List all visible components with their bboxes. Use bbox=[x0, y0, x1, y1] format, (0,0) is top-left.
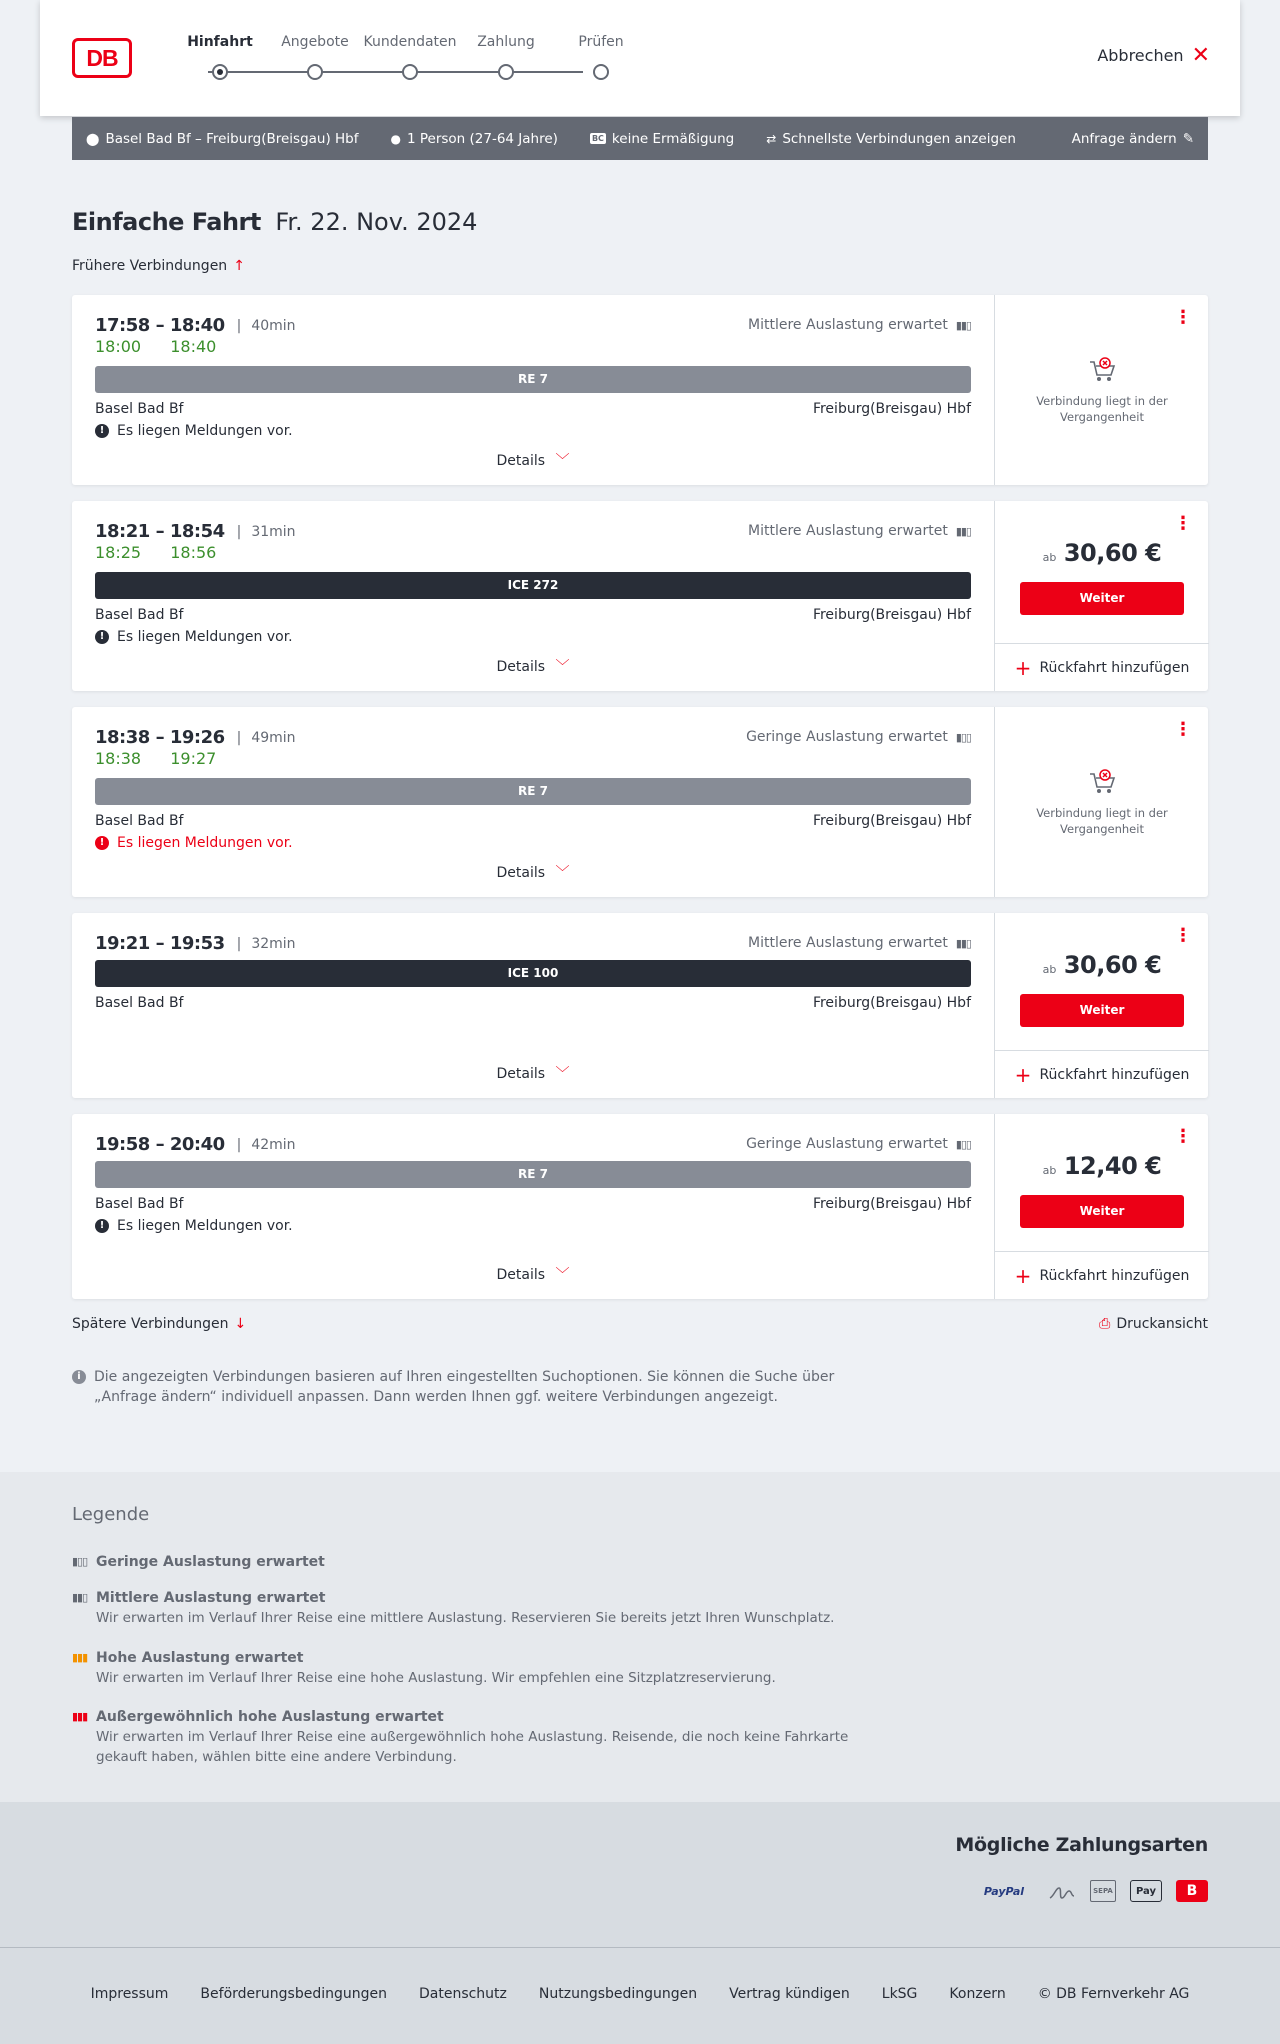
details-toggle[interactable] bbox=[72, 656, 994, 676]
details-toggle[interactable] bbox=[72, 862, 994, 882]
add-return-button[interactable] bbox=[995, 1050, 1209, 1098]
add-return-button[interactable] bbox=[995, 1251, 1209, 1299]
connection-details[interactable] bbox=[72, 501, 994, 691]
cart-unavailable-icon bbox=[1087, 767, 1117, 797]
realtime-arrival: 18:56 bbox=[170, 543, 217, 562]
fastest-connections-toggle[interactable] bbox=[766, 131, 1016, 147]
departure-station: Basel Bad Bf bbox=[95, 995, 184, 1011]
legend-item-label: Hohe Auslastung erwartet bbox=[96, 1650, 304, 1666]
chevron-down-icon: ﹀ bbox=[555, 1066, 570, 1082]
more-options-icon[interactable]: ⋮ bbox=[1174, 307, 1192, 328]
change-request-label: Anfrage ändern bbox=[1071, 130, 1177, 147]
past-connection-info bbox=[995, 767, 1209, 837]
later-connections-link[interactable] bbox=[72, 1316, 246, 1332]
direct-debit-signature-icon bbox=[1048, 1880, 1076, 1902]
occupancy-medium-icon: ▮▮▯ bbox=[955, 524, 971, 538]
notice-message bbox=[95, 835, 293, 851]
details-toggle[interactable] bbox=[72, 1063, 994, 1083]
offer-panel bbox=[994, 1114, 1208, 1299]
step-label: Kundendaten bbox=[363, 34, 457, 50]
connection-card bbox=[72, 295, 1208, 485]
offer-panel bbox=[994, 707, 1208, 897]
legend-item bbox=[72, 1707, 852, 1767]
details-toggle[interactable] bbox=[72, 1264, 994, 1284]
summary-discount bbox=[590, 131, 734, 147]
legend-item-description: Wir erwarten im Verlauf Ihrer Reise eine hohe Auslastung. Wir empfehlen eine Sitzplatzreservierung. bbox=[96, 1670, 776, 1686]
past-connection-info bbox=[995, 355, 1209, 425]
train-bar: RE 7 bbox=[95, 366, 971, 393]
realtime-departure: 18:25 bbox=[95, 543, 142, 562]
occupancy-extreme-icon: ▮▮▮ bbox=[72, 1710, 88, 1723]
booking-header bbox=[40, 0, 1240, 116]
offer-panel bbox=[994, 501, 1208, 691]
continue-button[interactable]: Weiter bbox=[1020, 1195, 1184, 1228]
more-options-icon[interactable]: ⋮ bbox=[1174, 1126, 1192, 1147]
step-kundendaten bbox=[360, 34, 460, 80]
trip-type-title: Einfache Fahrt bbox=[72, 208, 261, 236]
page-title bbox=[72, 208, 477, 236]
more-options-icon[interactable]: ⋮ bbox=[1174, 719, 1192, 740]
chevron-down-icon: ﹀ bbox=[555, 659, 570, 675]
summary-route-text: Basel Bad Bf – Freiburg(Breisgau) Hbf bbox=[105, 130, 359, 147]
connection-times bbox=[95, 727, 296, 748]
divider: | bbox=[236, 317, 242, 334]
notice-text: Es liegen Meldungen vor. bbox=[117, 629, 293, 645]
connection-times bbox=[95, 315, 296, 336]
price-value: 12,40 € bbox=[1063, 1152, 1162, 1180]
location-pin-icon: ⬤ bbox=[86, 131, 100, 146]
footer-link-vertrag-kuendigen[interactable]: Vertrag kündigen bbox=[729, 1986, 850, 2002]
legend-item-label: Außergewöhnlich hohe Auslastung erwartet bbox=[96, 1709, 444, 1725]
add-return-label: Rückfahrt hinzufügen bbox=[1039, 1267, 1190, 1284]
step-pruefen bbox=[551, 34, 651, 80]
chevron-down-icon: ﹀ bbox=[555, 453, 570, 469]
realtime-times bbox=[95, 543, 216, 562]
legend-item bbox=[72, 1552, 325, 1572]
notice-text: Es liegen Meldungen vor. bbox=[117, 835, 293, 851]
connection-times bbox=[95, 521, 296, 542]
cancel-label: Abbrechen bbox=[1097, 46, 1184, 65]
footer-link-lksg[interactable]: LkSG bbox=[881, 1986, 918, 2002]
arrow-up-icon: ↑ bbox=[233, 258, 245, 274]
step-label: Hinfahrt bbox=[187, 34, 253, 50]
price-value: 30,60 € bbox=[1063, 951, 1162, 979]
footer-links bbox=[0, 1986, 1280, 2002]
connection-card bbox=[72, 707, 1208, 897]
footer-link-konzern[interactable]: Konzern bbox=[949, 1986, 1006, 2002]
cart-unavailable-icon bbox=[1087, 355, 1117, 385]
step-dot bbox=[498, 64, 514, 80]
price-prefix: ab bbox=[1042, 963, 1057, 976]
legend-item-description: Wir erwarten im Verlauf Ihrer Reise eine mittlere Auslastung. Reservieren Sie bereits jetzt Ihren Wunschplatz. bbox=[96, 1610, 835, 1626]
divider: | bbox=[236, 1136, 242, 1153]
connection-times bbox=[95, 933, 296, 954]
connection-details[interactable] bbox=[72, 707, 994, 897]
train-bar: RE 7 bbox=[95, 1161, 971, 1188]
notice-message bbox=[95, 423, 293, 439]
bahncard-icon: BC bbox=[591, 134, 604, 143]
step-label: Angebote bbox=[281, 34, 349, 50]
footer-link-impressum[interactable]: Impressum bbox=[90, 1986, 169, 2002]
step-dot bbox=[402, 64, 418, 80]
occupancy-medium-icon: ▮▮▯ bbox=[955, 318, 971, 332]
continue-button[interactable]: Weiter bbox=[1020, 582, 1184, 615]
change-request-button[interactable] bbox=[1072, 131, 1194, 147]
connection-details[interactable] bbox=[72, 1114, 994, 1299]
legend-title: Legende bbox=[72, 1504, 150, 1525]
legend-item-label: Geringe Auslastung erwartet bbox=[96, 1554, 325, 1570]
duration: 32min bbox=[251, 935, 296, 952]
search-info-note bbox=[72, 1367, 852, 1407]
arrival-station: Freiburg(Breisgau) Hbf bbox=[812, 813, 971, 829]
footer-link-datenschutz[interactable]: Datenschutz bbox=[418, 1986, 507, 2002]
duration: 42min bbox=[251, 1136, 296, 1153]
legend-item-description: Wir erwarten im Verlauf Ihrer Reise eine außergewöhnlich hohe Auslastung. Reisende, die noch keine Fahrkarte gekauft haben, wählen bitte eine andere Verbindung. bbox=[96, 1729, 849, 1765]
connection-details[interactable] bbox=[72, 913, 994, 1098]
summary-travellers bbox=[391, 131, 558, 147]
departure-station: Basel Bad Bf bbox=[95, 607, 184, 623]
notice-text: Es liegen Meldungen vor. bbox=[117, 1218, 293, 1234]
notice-message bbox=[95, 1218, 293, 1234]
step-hinfahrt bbox=[170, 34, 270, 80]
occupancy-info bbox=[746, 729, 971, 745]
occupancy-high-icon: ▮▮▮ bbox=[72, 1651, 88, 1664]
past-connection-text: Verbindung liegt in der Vergangenheit bbox=[1036, 806, 1168, 836]
notice-message bbox=[95, 629, 293, 645]
earlier-connections-link[interactable] bbox=[72, 258, 245, 274]
train-bar: ICE 272 bbox=[95, 572, 971, 599]
departure-station: Basel Bad Bf bbox=[95, 1196, 184, 1212]
summary-travellers-text: 1 Person (27-64 Jahre) bbox=[406, 130, 558, 147]
price-prefix: ab bbox=[1042, 551, 1057, 564]
scheduled-times: 19:21 – 19:53 bbox=[95, 933, 225, 954]
exclamation-icon: ! bbox=[95, 630, 109, 644]
duration: 49min bbox=[251, 729, 296, 746]
add-return-button[interactable] bbox=[995, 643, 1209, 691]
summary-route bbox=[86, 131, 359, 147]
details-label: Details bbox=[496, 453, 546, 469]
scheduled-times: 19:58 – 20:40 bbox=[95, 1134, 225, 1155]
fastest-connections-label: Schnellste Verbindungen anzeigen bbox=[782, 130, 1016, 147]
details-label: Details bbox=[496, 659, 546, 675]
occupancy-label: Geringe Auslastung erwartet bbox=[746, 729, 948, 745]
train-bar: ICE 100 bbox=[95, 960, 971, 987]
summary-discount-text: keine Ermäßigung bbox=[611, 130, 735, 147]
footer-link-nutzungsbedingungen[interactable]: Nutzungsbedingungen bbox=[538, 1986, 698, 2002]
scheduled-times: 17:58 – 18:40 bbox=[95, 315, 225, 336]
divider: | bbox=[236, 935, 242, 952]
print-view-link[interactable] bbox=[1099, 1316, 1208, 1332]
occupancy-info bbox=[746, 1136, 971, 1152]
more-options-icon[interactable]: ⋮ bbox=[1174, 513, 1192, 534]
scheduled-times: 18:21 – 18:54 bbox=[95, 521, 225, 542]
arrow-down-icon: ↓ bbox=[234, 1316, 247, 1332]
step-label: Zahlung bbox=[477, 34, 535, 50]
connection-card bbox=[72, 913, 1208, 1098]
connection-card bbox=[72, 1114, 1208, 1299]
legend-item bbox=[72, 1648, 852, 1688]
swap-arrows-icon: ⇄ bbox=[766, 131, 777, 146]
legend-section bbox=[0, 1472, 1280, 1802]
realtime-arrival: 19:27 bbox=[170, 749, 217, 768]
details-label: Details bbox=[496, 865, 546, 881]
occupancy-info bbox=[748, 523, 971, 539]
divider: | bbox=[236, 523, 242, 540]
price bbox=[995, 1152, 1209, 1180]
search-summary-bar bbox=[72, 117, 1208, 160]
occupancy-label: Mittlere Auslastung erwartet bbox=[748, 317, 948, 333]
exclamation-icon: ! bbox=[95, 424, 109, 438]
details-label: Details bbox=[496, 1066, 546, 1082]
chevron-down-icon: ﹀ bbox=[555, 865, 570, 881]
close-icon: ✕ bbox=[1191, 42, 1210, 68]
occupancy-low-icon: ▮▯▯ bbox=[955, 730, 971, 744]
occupancy-label: Geringe Auslastung erwartet bbox=[746, 1136, 948, 1152]
offer-panel bbox=[994, 295, 1208, 485]
train-bar: RE 7 bbox=[95, 778, 971, 805]
plus-icon: + bbox=[1014, 1263, 1032, 1288]
apple-pay-icon: Pay bbox=[1130, 1880, 1162, 1902]
scheduled-times: 18:38 – 19:26 bbox=[95, 727, 225, 748]
db-bonus-icon: B bbox=[1176, 1880, 1208, 1902]
details-label: Details bbox=[496, 1267, 546, 1283]
exclamation-icon: ! bbox=[95, 1219, 109, 1233]
occupancy-low-icon: ▮▯▯ bbox=[72, 1555, 88, 1568]
payment-methods-section bbox=[0, 1802, 1280, 1947]
db-logo[interactable]: DB bbox=[72, 38, 132, 78]
sepa-icon: SEPA bbox=[1090, 1880, 1116, 1902]
plus-icon: + bbox=[1014, 1062, 1032, 1087]
arrival-station: Freiburg(Breisgau) Hbf bbox=[812, 607, 971, 623]
duration: 40min bbox=[251, 317, 296, 334]
offer-panel bbox=[994, 913, 1208, 1098]
page-footer bbox=[0, 1947, 1280, 2044]
printer-icon: ⎙ bbox=[1099, 1316, 1111, 1332]
occupancy-label: Mittlere Auslastung erwartet bbox=[748, 523, 948, 539]
occupancy-info bbox=[748, 317, 971, 333]
step-dot bbox=[212, 64, 228, 80]
search-info-text: Die angezeigten Verbindungen basieren auf Ihren eingestellten Suchoptionen. Sie können die Suche über „Anfrage ändern“ individuell anpassen. Dann werden Ihnen ggf. weitere Verbindungen angezeigt. bbox=[94, 1369, 835, 1405]
payment-icons bbox=[974, 1880, 1208, 1902]
later-connections-label: Spätere Verbindungen bbox=[72, 1316, 229, 1332]
paypal-icon: PayPal bbox=[983, 1884, 1025, 1898]
step-dot bbox=[593, 64, 609, 80]
travel-date: Fr. 22. Nov. 2024 bbox=[275, 208, 478, 236]
realtime-departure: 18:00 bbox=[95, 337, 142, 356]
occupancy-medium-icon: ▮▮▯ bbox=[72, 1591, 88, 1604]
price bbox=[995, 539, 1209, 567]
arrival-station: Freiburg(Breisgau) Hbf bbox=[812, 401, 971, 417]
departure-station: Basel Bad Bf bbox=[95, 401, 184, 417]
details-toggle[interactable] bbox=[72, 450, 994, 470]
add-return-label: Rückfahrt hinzufügen bbox=[1039, 659, 1190, 676]
connection-card bbox=[72, 501, 1208, 691]
copyright-text: © DB Fernverkehr AG bbox=[1037, 1986, 1190, 2002]
info-icon: i bbox=[72, 1370, 86, 1384]
realtime-times bbox=[95, 749, 216, 768]
pencil-icon: ✎ bbox=[1182, 130, 1194, 147]
occupancy-label: Mittlere Auslastung erwartet bbox=[748, 935, 948, 951]
legend-item bbox=[72, 1588, 852, 1628]
price-value: 30,60 € bbox=[1063, 539, 1162, 567]
add-return-label: Rückfahrt hinzufügen bbox=[1039, 1066, 1190, 1083]
realtime-departure: 18:38 bbox=[95, 749, 142, 768]
person-icon: ● bbox=[390, 131, 401, 146]
occupancy-medium-icon: ▮▮▯ bbox=[955, 936, 971, 950]
progress-steps bbox=[182, 34, 662, 84]
occupancy-info bbox=[748, 935, 971, 951]
price-prefix: ab bbox=[1042, 1164, 1057, 1177]
footer-link-befoerderungsbedingungen[interactable]: Beförderungsbedingungen bbox=[200, 1986, 387, 2002]
departure-station: Basel Bad Bf bbox=[95, 813, 184, 829]
print-view-label: Druckansicht bbox=[1116, 1316, 1208, 1332]
continue-button[interactable]: Weiter bbox=[1020, 994, 1184, 1027]
price bbox=[995, 951, 1209, 979]
divider: | bbox=[236, 729, 242, 746]
notice-text: Es liegen Meldungen vor. bbox=[117, 423, 293, 439]
plus-icon: + bbox=[1014, 655, 1032, 680]
connection-times bbox=[95, 1134, 296, 1155]
exclamation-icon: ! bbox=[95, 836, 109, 850]
more-options-icon[interactable]: ⋮ bbox=[1174, 925, 1192, 946]
arrival-station: Freiburg(Breisgau) Hbf bbox=[812, 995, 971, 1011]
payment-methods-title: Mögliche Zahlungsarten bbox=[955, 1834, 1208, 1856]
step-zahlung bbox=[456, 34, 556, 80]
step-angebote bbox=[265, 34, 365, 80]
step-label: Prüfen bbox=[578, 34, 624, 50]
occupancy-low-icon: ▮▯▯ bbox=[955, 1137, 971, 1151]
step-dot bbox=[307, 64, 323, 80]
past-connection-text: Verbindung liegt in der Vergangenheit bbox=[1036, 394, 1168, 424]
legend-item-label: Mittlere Auslastung erwartet bbox=[96, 1590, 326, 1606]
arrival-station: Freiburg(Breisgau) Hbf bbox=[812, 1196, 971, 1212]
chevron-down-icon: ﹀ bbox=[555, 1267, 570, 1283]
realtime-times bbox=[95, 337, 216, 356]
connection-details[interactable] bbox=[72, 295, 994, 485]
realtime-arrival: 18:40 bbox=[170, 337, 217, 356]
cancel-button[interactable] bbox=[1097, 42, 1210, 68]
earlier-connections-label: Frühere Verbindungen bbox=[72, 258, 228, 274]
duration: 31min bbox=[251, 523, 296, 540]
